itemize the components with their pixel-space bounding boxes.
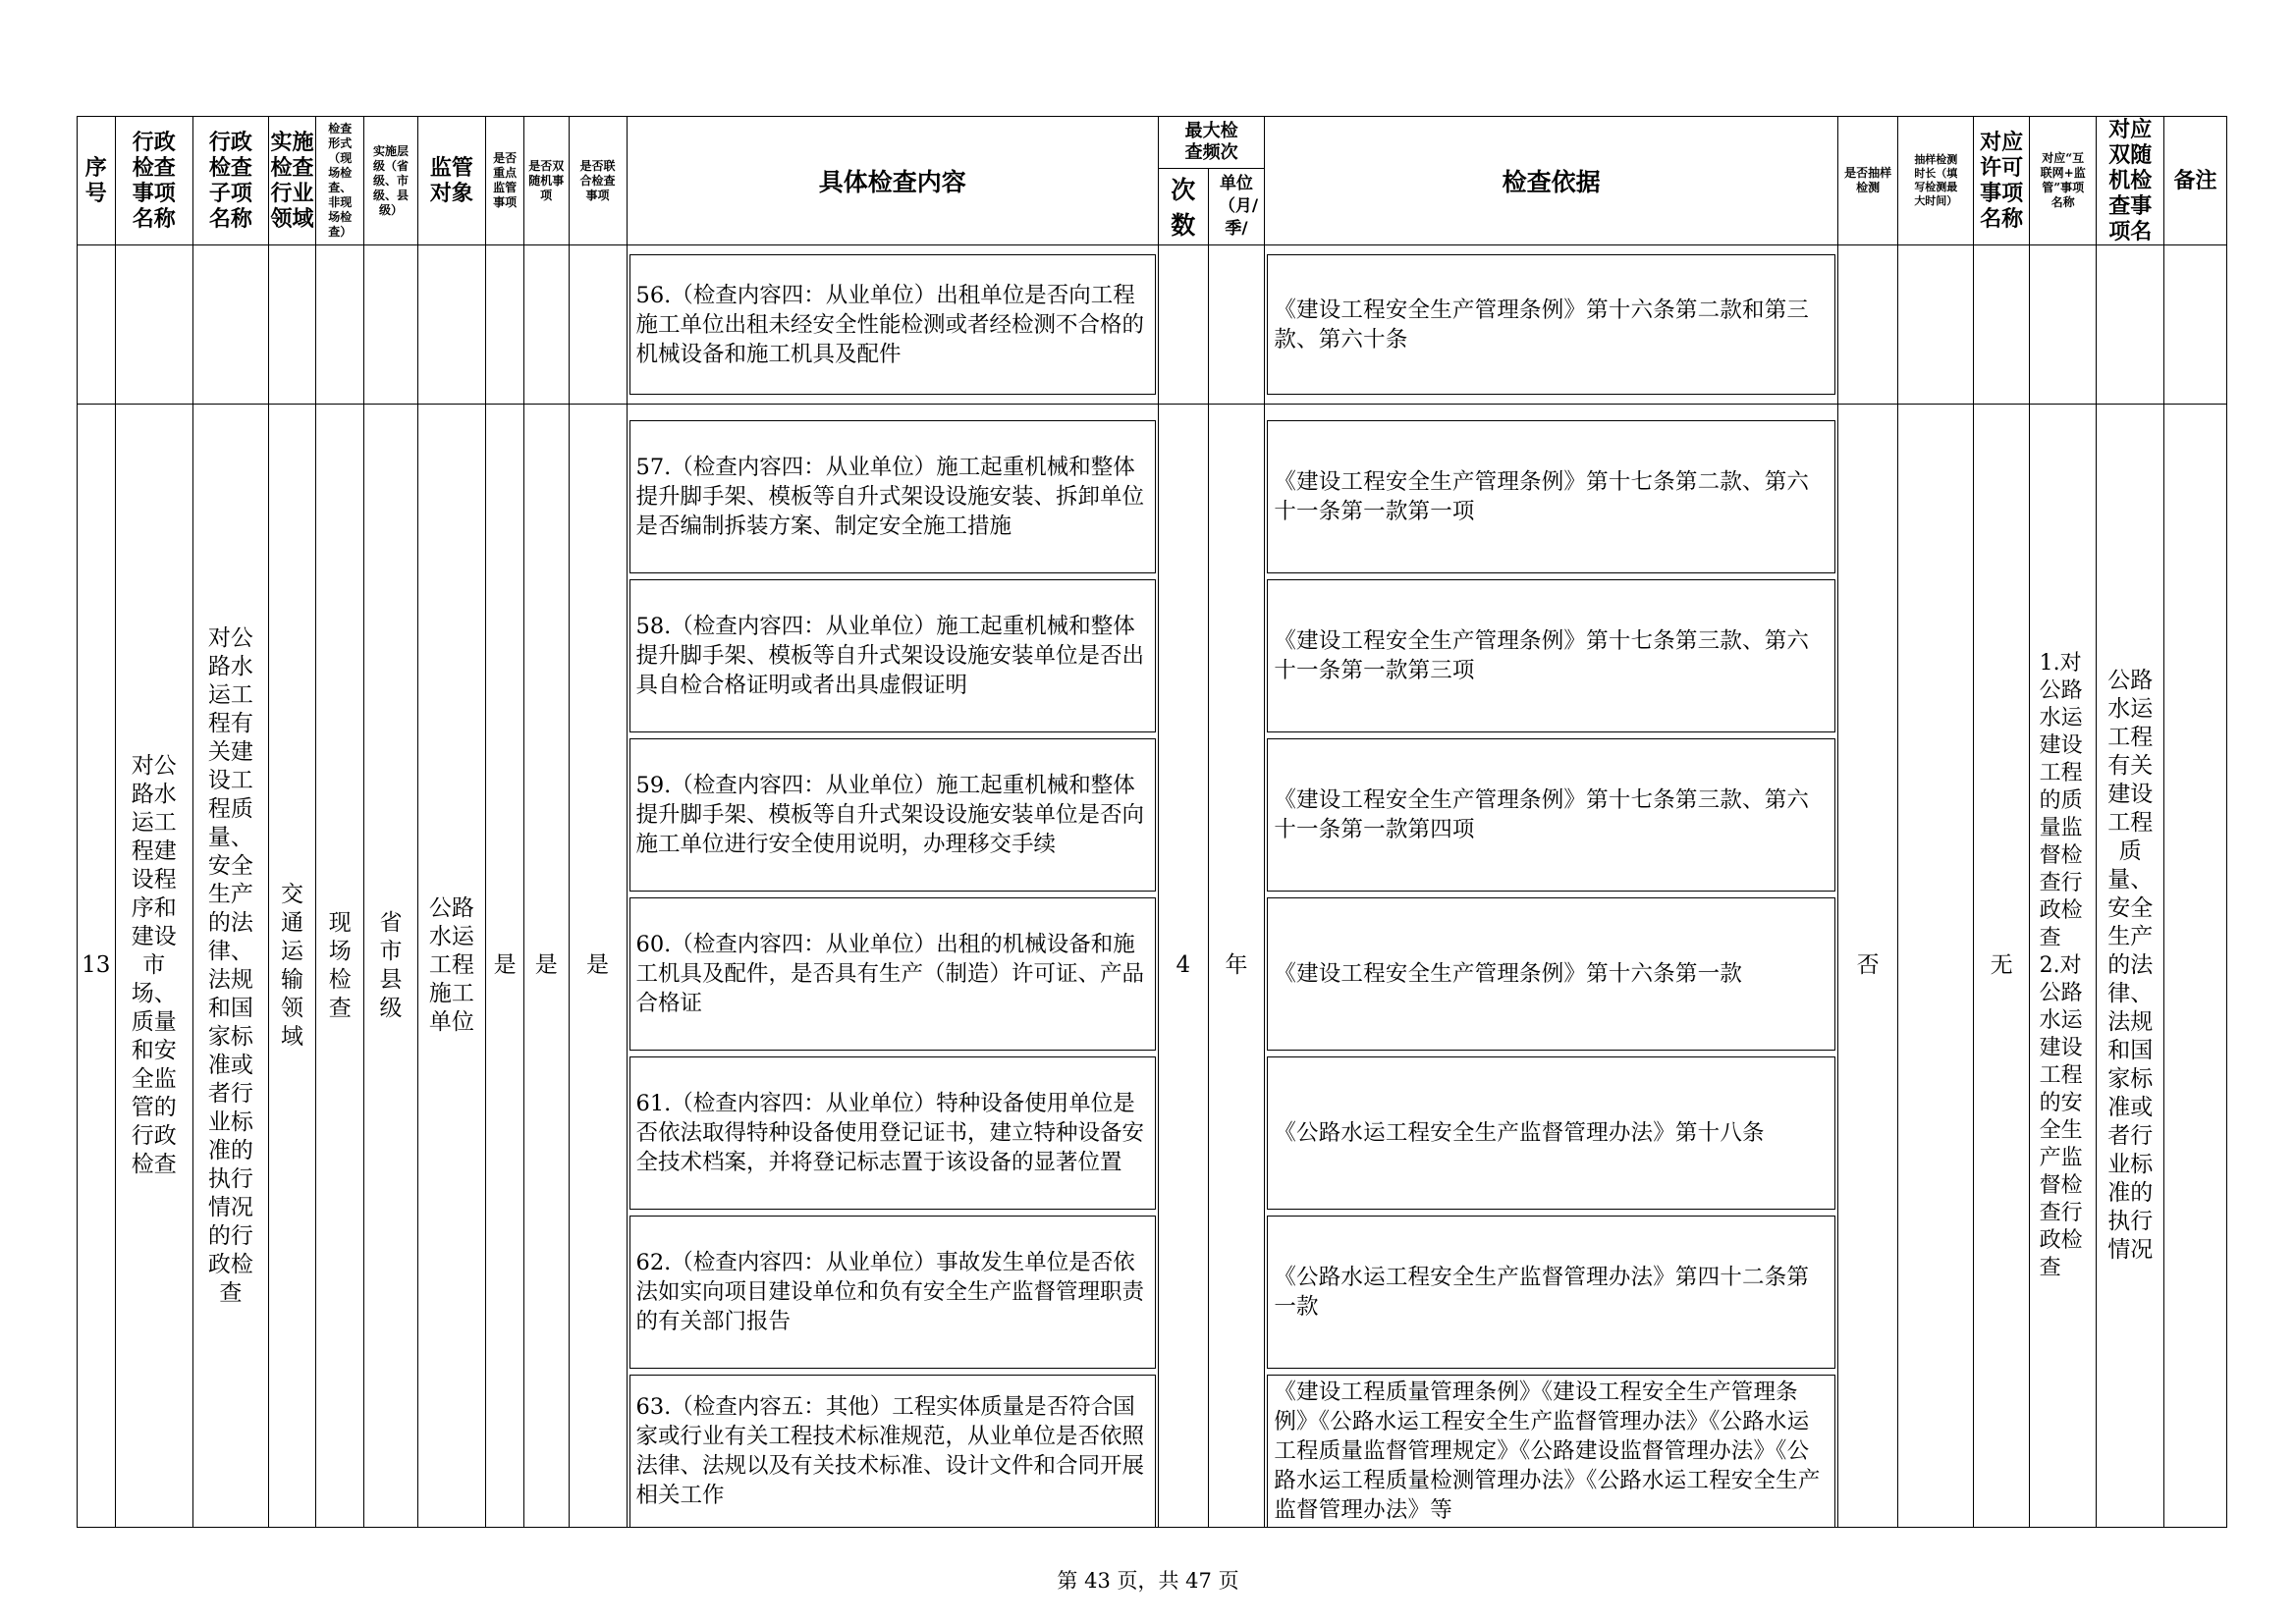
content-cell-13 — [627, 405, 1159, 1528]
cell-level: 省市县级 — [364, 405, 417, 1528]
header-sampling-time: 抽样检测时长（填写检测最大时间） — [1898, 117, 1974, 245]
table-row-13 — [78, 405, 2227, 1528]
header-basis: 检查依据 — [1265, 117, 1838, 245]
cell-sub-item-name: 对公路水运工程有关建设工程质量、安全生产的法律、法规和国家标准或者行业标准的执行情况的行政检查 — [192, 405, 268, 1528]
header-sub-item-name: 行政检查子项名称 — [192, 117, 268, 245]
header-is-joint: 是否联合检查事项 — [569, 117, 627, 245]
header-unit: 单位（月/季/ — [1208, 168, 1265, 244]
basis-item-62: 《公路水运工程安全生产监督管理办法》第四十二条第一款 — [1267, 1216, 1835, 1369]
cell-random-item: 公路水运工程有关建设工程质量、安全生产的法律、法规和国家标准或者行业标准的执行情况 — [2097, 405, 2164, 1528]
header-domain: 实施检查行业领域 — [268, 117, 315, 245]
content-item-63: 63.（检查内容五：其他）工程实体质量是否符合国家或行业有关工程技术标准规范，从业单位是否依照法律、法规以及有关技术标准、设计文件和合同开展相关工作 — [629, 1375, 1157, 1528]
header-max-freq: 最大检查频次 — [1159, 117, 1265, 169]
cell-internet: 1.对公路水运建设工程的质量监督检查行政检查 2.对公路水运建设工程的安全生产监督检查行政检查 — [2029, 405, 2097, 1528]
cell-is-joint: 是 — [569, 405, 627, 1528]
cell-sampling-time — [1898, 405, 1974, 1528]
header-target: 监管对象 — [417, 117, 486, 245]
cell-remark — [2164, 405, 2227, 1528]
header-permit: 对应许可事项名称 — [1974, 117, 2030, 245]
cell-form: 现场检查 — [316, 405, 364, 1528]
basis-item-57: 《建设工程安全生产管理条例》第十七条第二款、第六十一条第一款第一项 — [1267, 420, 1835, 573]
basis-cell-13 — [1265, 405, 1838, 1528]
table-row-continued — [78, 245, 2227, 405]
cell-permit: 无 — [1974, 405, 2030, 1528]
header-remark: 备注 — [2164, 117, 2227, 245]
cell-item-name: 对公路水运工程建设程序和建设市场、质量和安全监管的行政检查 — [115, 405, 192, 1528]
content-item-57: 57.（检查内容四：从业单位）施工起重机械和整体提升脚手架、模板等自升式架设设施安装、拆卸单位是否编制拆装方案、制定安全施工措施 — [629, 420, 1157, 573]
content-item-62: 62.（检查内容四：从业单位）事故发生单位是否依法如实向项目建设单位和负有安全生产监督管理职责的有关部门报告 — [629, 1216, 1157, 1369]
content-item-58: 58.（检查内容四：从业单位）施工起重机械和整体提升脚手架、模板等自升式架设设施安装单位是否出具自检合格证明或者出具虚假证明 — [629, 579, 1157, 732]
content-item-61: 61.（检查内容四：从业单位）特种设备使用单位是否依法取得特种设备使用登记证书，建立特种设备安全技术档案，并将登记标志置于该设备的显著位置 — [629, 1056, 1157, 1210]
header-item-name: 行政检查事项名称 — [115, 117, 192, 245]
content-cell-56 — [627, 245, 1159, 405]
header-sampling: 是否抽样检测 — [1837, 117, 1897, 245]
header-is-key: 是否重点监管事项 — [486, 117, 524, 245]
header-random-item: 对应双随机检查事项名 — [2097, 117, 2164, 245]
header-seq: 序号 — [78, 117, 116, 245]
header-times: 次数 — [1159, 168, 1209, 244]
cell-sampling: 否 — [1837, 405, 1897, 1528]
content-item-56: 56.（检查内容四：从业单位）出租单位是否向工程施工单位出租未经安全性能检测或者经检测不合格的机械设备和施工机具及配件 — [629, 254, 1157, 395]
header-row — [78, 117, 2227, 169]
basis-item-60: 《建设工程安全生产管理条例》第十六条第一款 — [1267, 897, 1835, 1051]
cell-unit: 年 — [1208, 405, 1265, 1528]
cell-seq: 13 — [78, 405, 116, 1528]
header-content: 具体检查内容 — [627, 117, 1159, 245]
basis-cell-56 — [1265, 245, 1838, 405]
cell-domain: 交通运输领域 — [268, 405, 315, 1528]
header-level: 实施层级（省级、市级、县级） — [364, 117, 417, 245]
cell-target: 公路水运工程施工单位 — [417, 405, 486, 1528]
content-item-60: 60.（检查内容四：从业单位）出租的机械设备和施工机具及配件，是否具有生产（制造）许可证、产品合格证 — [629, 897, 1157, 1051]
header-internet: 对应“互联网+监管”事项名称 — [2029, 117, 2097, 245]
basis-item-61: 《公路水运工程安全生产监督管理办法》第十八条 — [1267, 1056, 1835, 1210]
cell-is-key: 是 — [486, 405, 524, 1528]
basis-item-63: 《建设工程质量管理条例》《建设工程安全生产管理条例》《公路水运工程安全生产监督管理办法》《公路水运工程质量监督管理规定》《公路建设监督管理办法》《公路水运工程质量检测管理办法》《公路水运工程安全生产监督管理办法》等 — [1267, 1375, 1835, 1528]
basis-item-56: 《建设工程安全生产管理条例》第十六条第二款和第三款、第六十条 — [1267, 254, 1835, 395]
cell-is-random: 是 — [523, 405, 569, 1528]
basis-item-58: 《建设工程安全生产管理条例》第十七条第三款、第六十一条第一款第三项 — [1267, 579, 1835, 732]
page-footer: 第 43 页，共 47 页 — [1057, 1569, 1239, 1593]
content-item-59: 59.（检查内容四：从业单位）施工起重机械和整体提升脚手架、模板等自升式架设设施安装单位是否向施工单位进行安全使用说明，办理移交手续 — [629, 738, 1157, 892]
inspection-table — [77, 116, 2227, 1528]
basis-item-59: 《建设工程安全生产管理条例》第十七条第三款、第六十一条第一款第四项 — [1267, 738, 1835, 892]
header-form: 检查形式（现场检查、非现场检查） — [316, 117, 364, 245]
cell-times: 4 — [1159, 405, 1209, 1528]
header-is-random: 是否双随机事项 — [523, 117, 569, 245]
